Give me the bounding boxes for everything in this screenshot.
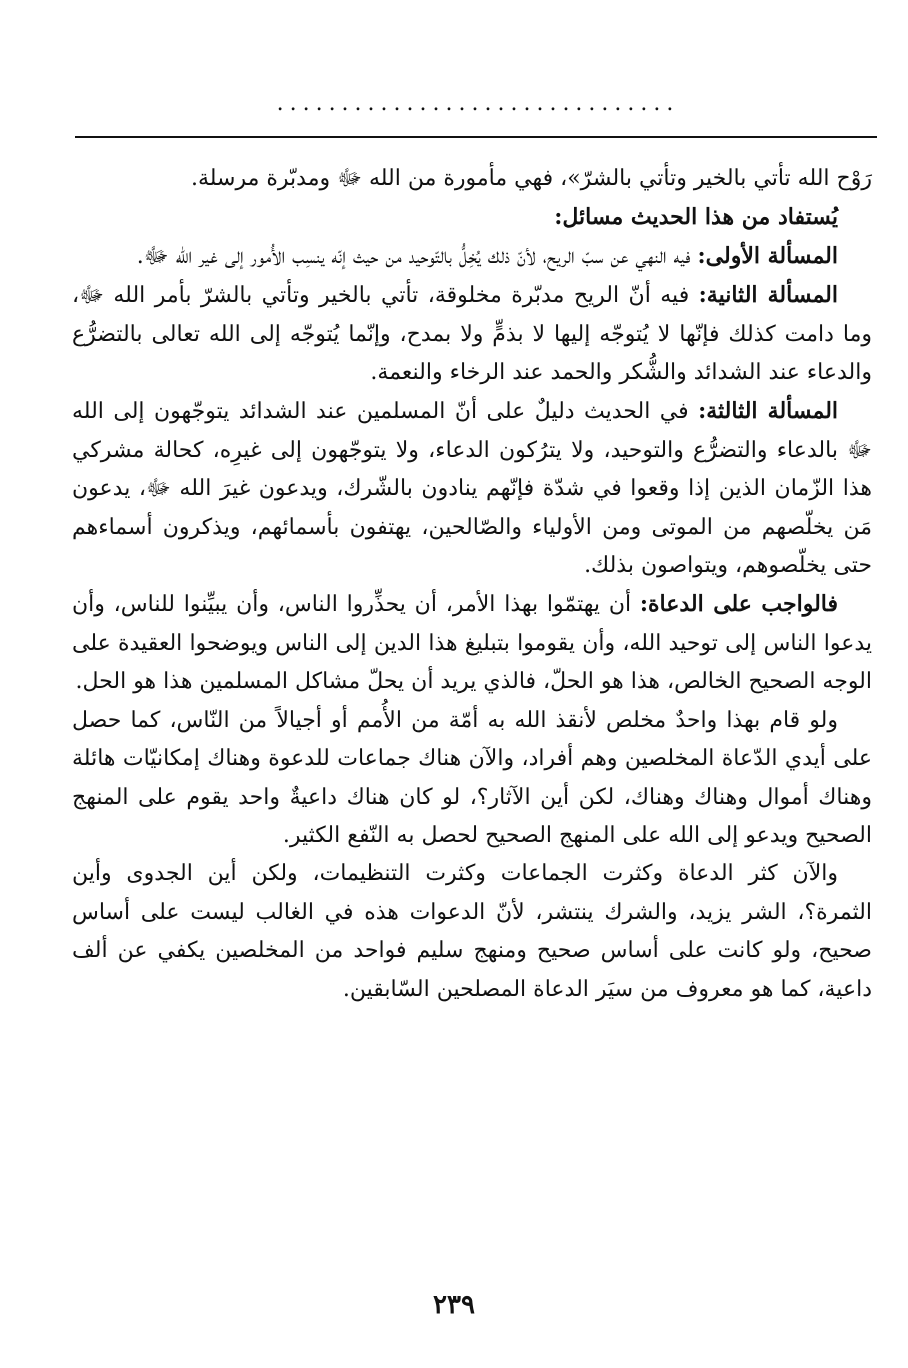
header-dots: ............................... [276,92,680,116]
duty-label: فالواجب على الدعاة: [639,591,838,618]
paragraph-body: والآن كثر الدعاة وكثرت الجماعات وكثرت التنظيمات، ولكن أين الجدوى وأين الثمرة؟، الشر يزيد، والشرك ينتشر، لأنّ الدعوات هذه في الغالب ليست على أساس صحيح، ولو كانت على أساس صحيح ومنهج سليم فواحد من المخلصين يكفي عن ألف داعية، كما هو معروف من سيَر الدعاة المصلحين السّابقين. [72,861,872,1002]
section-heading: يُستفاد من هذا الحديث مسائل: [554,204,838,231]
paragraph-duty: فالواجب على الدعاة: أن يهتمّوا بهذا الأمر، أن يحذِّروا الناس، وأن يبيِّنوا للناس، وأن يدعوا الناس إلى توحيد الله، وأن يقوموا بتبليغ هذا الدين إلى الناس ويوضحوا العقيدة على الوجه الصحيح الخالص، هذا هو الحلّ، فالذي يريد أن يحلّ مشاكل المسلمين هذا هو الحل. [72,591,872,695]
header-rule [75,136,877,138]
paragraph-continuation: رَوْح الله تأتي بالخير وتأتي بالشرّ»، فهي مأمورة من الله ﷻ ومدبّرة مرسلة. [190,166,872,191]
paragraph-body: ولو قام بهذا واحدٌ مخلص لأنقذ الله به أمّة من الأُمم أو أجيالاً من النّاس، كما حصل على أيدي الدّعاة المخلصين وهم أفراد، والآن هناك جماعات للدعوة وهناك إمكانيّات هائلة وهناك أموال وهناك وهناك، لكن أين الآثار؟، لو كان هناك داعيةٌ واحد يقوم على المنهج الصحيح ويدعو إلى الله على المنهج الصحيح لحصل به النّفع الكثير. [72,707,872,848]
page-number: ٢٣٩ [433,1290,475,1320]
issue-label: المسألة الثالثة: [698,398,839,425]
paragraph-issue-2: المسألة الثانية: فيه أنّ الريح مدبّرة مخلوقة، تأتي بالخير وتأتي بالشرّ بأمر الله ﷻ، وما دامت كذلك فإنّها لا يُتوجّه إليها لا بذمٍّ ولا بمدح، وإنّما يُتوجّه إلى الله تعالى بالتضرُّع والدعاء عند الشدائد والشُّكر والحمد عند الرخاء والنعمة. [72,282,872,386]
issue-label: المسألة الأولى: [697,242,838,269]
paragraph-issue-3: المسألة الثالثة: في الحديث دليلٌ على أنّ المسلمين عند الشدائد يتوجّهون إلى الله ﷻ بالدعاء والتضرُّع والتوحيد، ولا يترُكون الدعاء، ولا يتوجّهون إلى غيرِه، كحالة مشركي هذا الزّمان الذين إذا وقعوا في شدّة فإنّهم ينادون بالشّرك، ويدعون غيرَ الله ﷻ، يدعون مَن يخلّصهم من الموتى ومن الأولياء والصّالحين، يهتفون بأسمائهم، ويذكرون أسماءهم حتى يخلّصوهم، ويتواصون بذلك. [72,398,872,579]
body-text [72,160,872,1009]
issue-label: المسألة الثانية: [698,282,838,309]
paragraph-issue-1: المسألة الأولى: فيه النهي عن سبّ الريح، لأنّ ذلك يُخِلُّ بالتّوحيد من حيث إنّه ينسِب الأُمور إلى غير الله ﷻ. [136,242,838,269]
